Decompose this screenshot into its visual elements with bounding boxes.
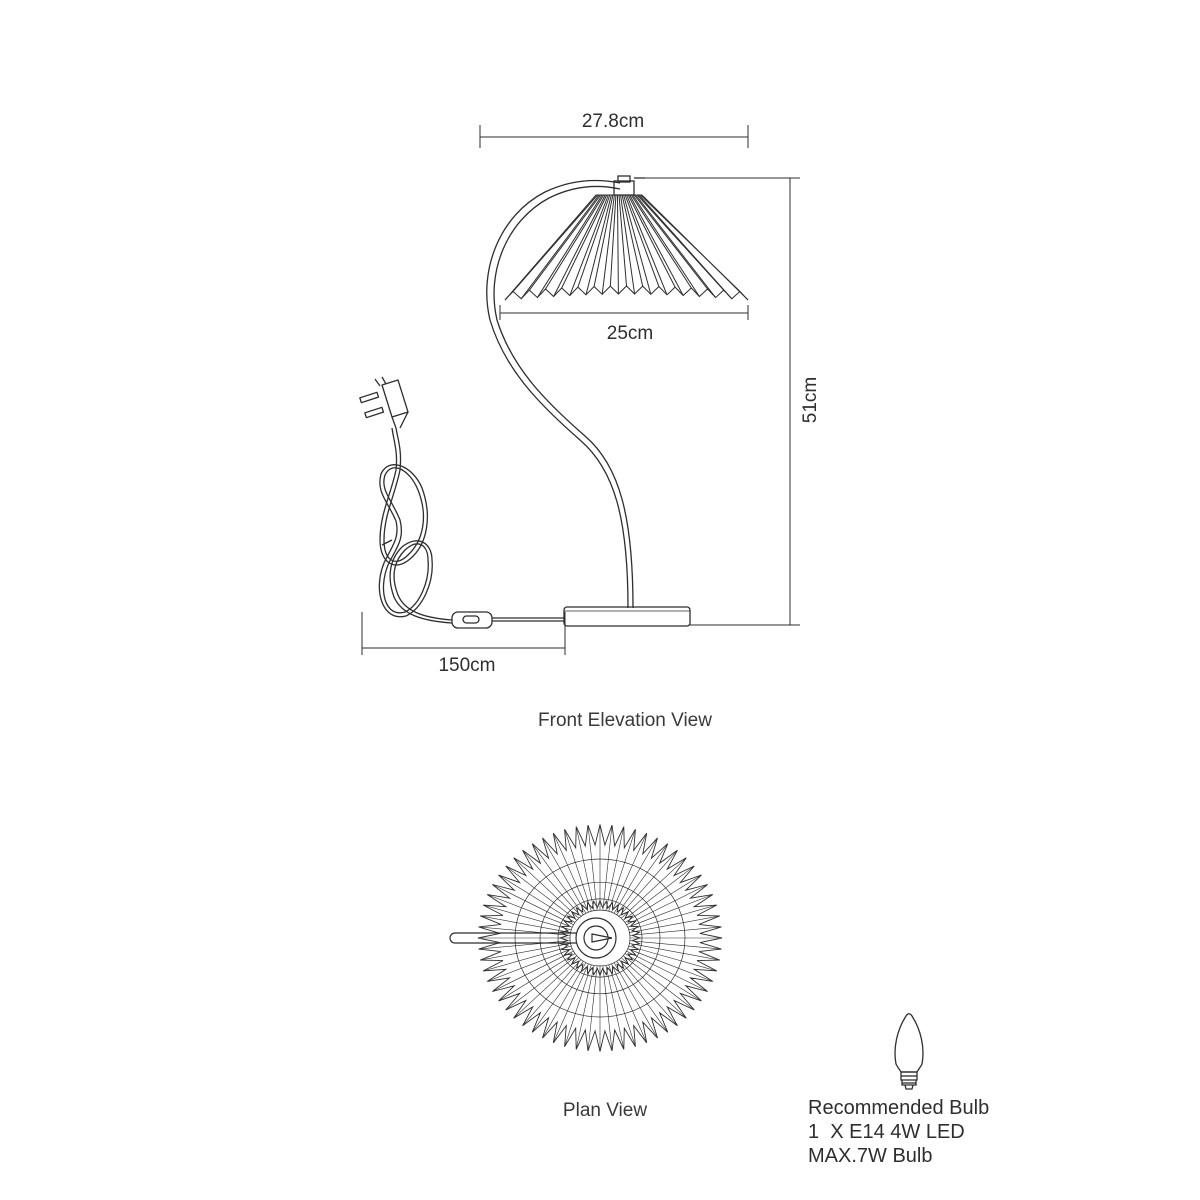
dimension-height xyxy=(645,178,800,625)
recommended-bulb-note xyxy=(808,1096,989,1168)
lamp-base xyxy=(564,607,690,626)
front-elevation-caption: Front Elevation View xyxy=(538,710,712,731)
bulb-max: MAX.7W Bulb xyxy=(808,1145,933,1167)
shade-holder xyxy=(614,176,645,195)
overall-width-label: 27.8cm xyxy=(581,111,645,132)
bulb-spec: 1 X E14 4W LED xyxy=(808,1121,965,1143)
power-cable xyxy=(379,428,564,628)
lamp-arm xyxy=(487,180,633,608)
inline-switch xyxy=(452,612,492,628)
cable-length-label: 150cm xyxy=(438,655,496,676)
plan-view xyxy=(450,825,722,1052)
bulb-title: Recommended Bulb xyxy=(808,1097,990,1119)
plan-view-caption: Plan View xyxy=(562,1100,648,1121)
dimension-shade-width xyxy=(500,305,748,320)
front-elevation-view xyxy=(360,125,800,655)
uk-plug xyxy=(360,377,408,428)
pleated-shade xyxy=(505,195,748,300)
shade-width-label: 25cm xyxy=(606,323,654,344)
height-label: 51cm xyxy=(800,376,821,424)
candle-bulb-icon xyxy=(895,1014,923,1089)
